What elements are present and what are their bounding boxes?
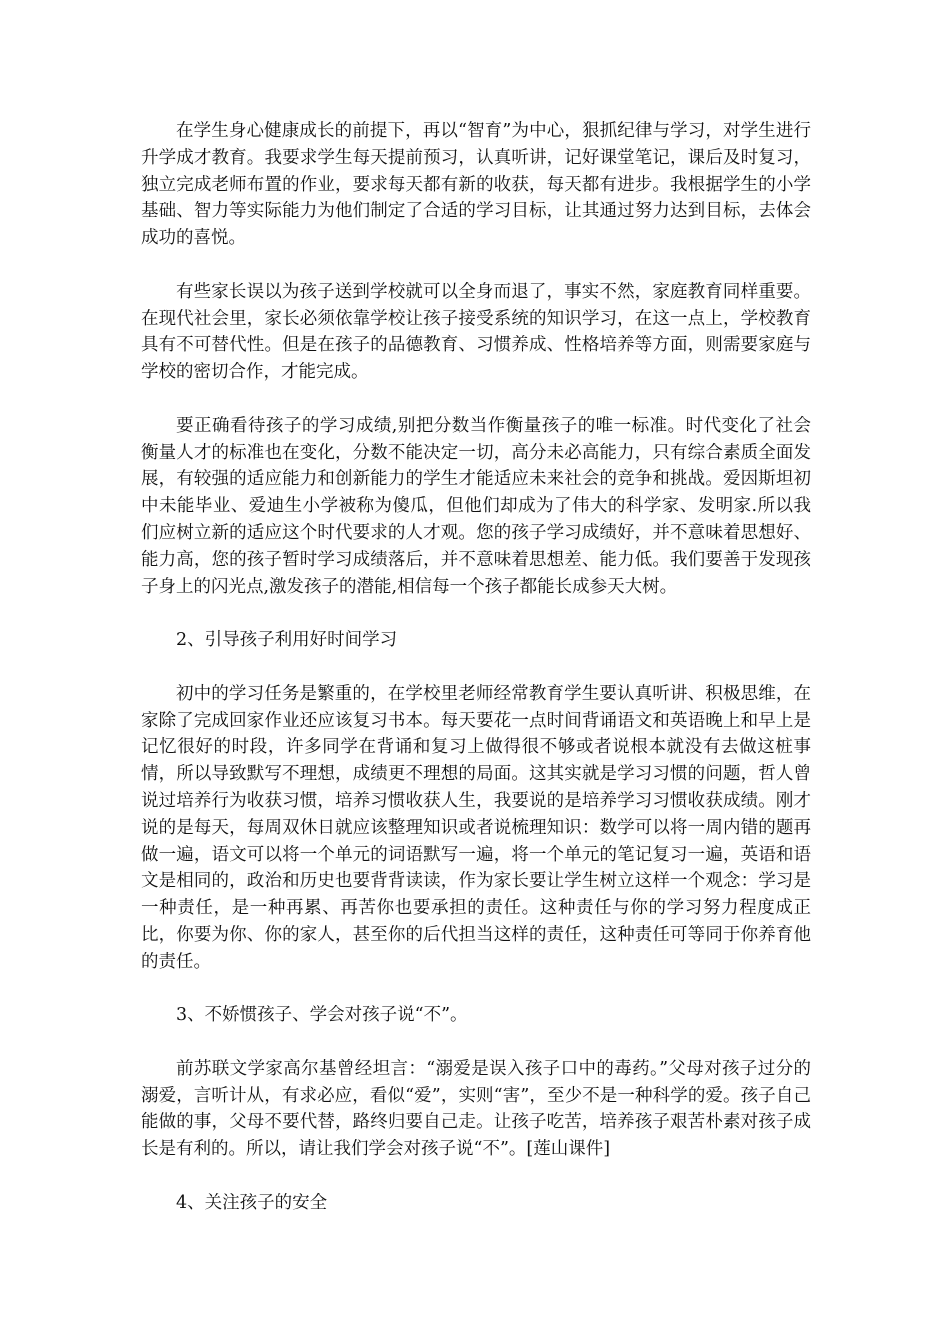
paragraph-intellectual-education: 在学生身心健康成长的前提下，再以“智育”为中心，狠抓纪律与学习，对学生进行升学成才教育。我要求学生每天提前预习，认真听讲，记好课堂笔记，课后及时复习，独立完成老师布置的作业，要求每天都有新的收获，每天都有进步。我根据学生的小学基础、智力等实际能力为他们制定了合适的学习目标，让其通过努力达到目标，去体会成功的喜悦。 (141, 121, 811, 249)
paragraph-grades-view: 要正确看待孩子的学习成绩,别把分数当作衡量孩子的唯一标准。时代变化了社会衡量人才的标准也在变化，分数不能决定一切，高分未必高能力，只有综合素质全面发展，有较强的适应能力和创新能力的学生才能适应未来社会的竞争和挑战。爱因斯坦初中未能毕业、爱迪生小学被称为傻瓜，但他们却成为了伟大的科学家、发明家.所以我们应树立新的适应这个时代要求的人才观。您的孩子学习成绩好，并不意味着思想好、能力高，您的孩子暂时学习成绩落后，并不意味着思想差、能力低。我们要善于发现孩子身上的闪光点,激发孩子的潜能,相信每一个孩子都能长成参天大树。 (141, 415, 811, 597)
section-heading-time-management: 2、引导孩子利用好时间学习 (176, 630, 398, 651)
paragraph-family-education: 有些家长误以为孩子送到学校就可以全身而退了，事实不然，家庭教育同样重要。在现代社会里，家长必须依靠学校让孩子接受系统的知识学习，在这一点上，学校教育具有不可替代性。但是在孩子的品德教育、习惯养成、性格培养等方面，则需要家庭与学校的密切合作，才能完成。 (141, 281, 811, 383)
section-heading-say-no: 3、不娇惯孩子、学会对孩子说“不”。 (176, 1005, 468, 1026)
paragraph-no-spoiling: 前苏联文学家高尔基曾经坦言：“溺爱是误入孩子口中的毒药。”父母对孩子过分的溺爱，言听计从，有求必应，看似“爱”，实则“害”，至少不是一种科学的爱。孩子自己能做的事，父母不要代替，路终归要自己走。让孩子吃苦，培养孩子艰苦朴素对孩子成长是有利的。所以，请让我们学会对孩子说“不”。[莲山课件] (141, 1058, 811, 1160)
section-heading-child-safety: 4、关注孩子的安全 (176, 1192, 328, 1213)
document-body (141, 118, 811, 1243)
paragraph-study-habits: 初中的学习任务是繁重的，在学校里老师经常教育学生要认真听讲、积极思维，在家除了完成回家作业还应该复习书本。每天要花一点时间背诵语文和英语晚上和早上是记忆很好的时段，许多同学在背诵和复习上做得很不够或者说根本就没有去做这桩事情，所以导致默写不理想，成绩更不理想的局面。这其实就是学习习惯的问题，哲人曾说过培养行为收获习惯，培养习惯收获人生，我要说的是培养学习习惯收获成绩。刚才说的是每天，每周双休日就应该整理知识或者说梳理知识：数学可以将一周内错的题再做一遍，语文可以将一个单元的词语默写一遍，将一个单元的笔记复习一遍，英语和语文是相同的，政治和历史也要背背读读，作为家长要让学生树立这样一个观念：学习是一种责任，是一种再累、再苦你也要承担的责任。这种责任与你的学习努力程度成正比，你要为你、你的家人，甚至你的后代担当这样的责任，这种责任可等同于你养育他的责任。 (141, 683, 811, 972)
